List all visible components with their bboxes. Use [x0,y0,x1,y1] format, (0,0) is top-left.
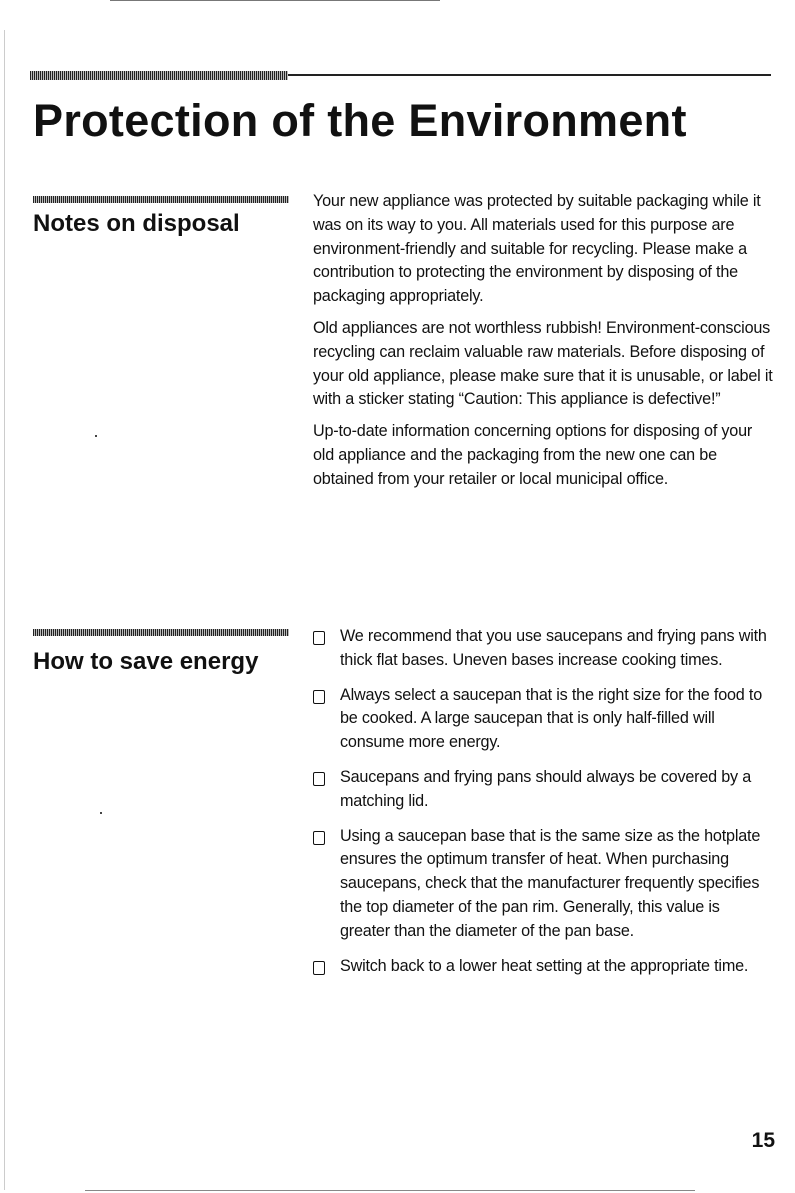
section-hatch-bar [33,196,289,203]
top-edge-rule [110,0,440,1]
section-hatch-bar [33,629,289,636]
list-item [313,766,773,814]
disposal-text [313,190,773,492]
scan-speck [100,812,102,814]
page-number: 15 [751,1129,775,1152]
disposal-paragraph: Old appliances are not worthless rubbish! Environment-conscious recycling can reclaim valuable raw materials. Before disposing of your old appliance, please make sure that it is unusable, or label it with a sticker stating “Caution: This appliance is defective!” [313,318,773,409]
list-item [313,825,773,944]
list-item [313,955,773,979]
energy-tips-list [313,625,773,989]
disposal-paragraph: Up-to-date information concerning options for disposing of your old appliance and the packaging from the new one can be obtained from your retailer or local municipal office. [313,422,753,488]
checkbox-bullet-icon [313,831,325,845]
checkbox-bullet-icon [313,690,325,704]
title-rule [288,74,771,76]
list-item-text: Switch back to a lower heat setting at the appropriate time. [340,956,749,975]
list-item-text: Saucepans and frying pans should always be covered by a matching lid. [340,767,752,810]
page-title: Protection of the Environment [33,95,687,146]
list-item [313,684,773,755]
checkbox-bullet-icon [313,772,325,786]
list-item [313,625,773,673]
section-heading-energy: How to save energy [33,648,259,675]
left-margin-line [4,30,5,1190]
list-item-text: We recommend that you use saucepans and frying pans with thick flat bases. Uneven bases increase cooking times. [340,627,767,669]
disposal-paragraph: Your new appliance was protected by suitable packaging while it was on its way to you. All materials used for this purpose are environment-friendly and suitable for recycling. Please make a contribution to protecting the environment by disposing of the packaging appropriately. [313,192,761,306]
scan-speck [95,435,97,437]
checkbox-bullet-icon [313,961,325,975]
list-item-text: Always select a saucepan that is the right size for the food to be cooked. A large saucepan that is only half-filled will consume more energy. [340,685,763,752]
section-heading-disposal: Notes on disposal [33,210,240,237]
title-hatch-bar [30,71,288,80]
bottom-edge-rule [85,1190,695,1191]
list-item-text: Using a saucepan base that is the same size as the hotplate ensures the optimum transfer of heat. When purchasing saucepans, check that the manufacturer frequently specifies the top diameter of the pan rim. Generally, this value is greater than the diameter of the pan base. [340,826,761,940]
checkbox-bullet-icon [313,631,325,645]
